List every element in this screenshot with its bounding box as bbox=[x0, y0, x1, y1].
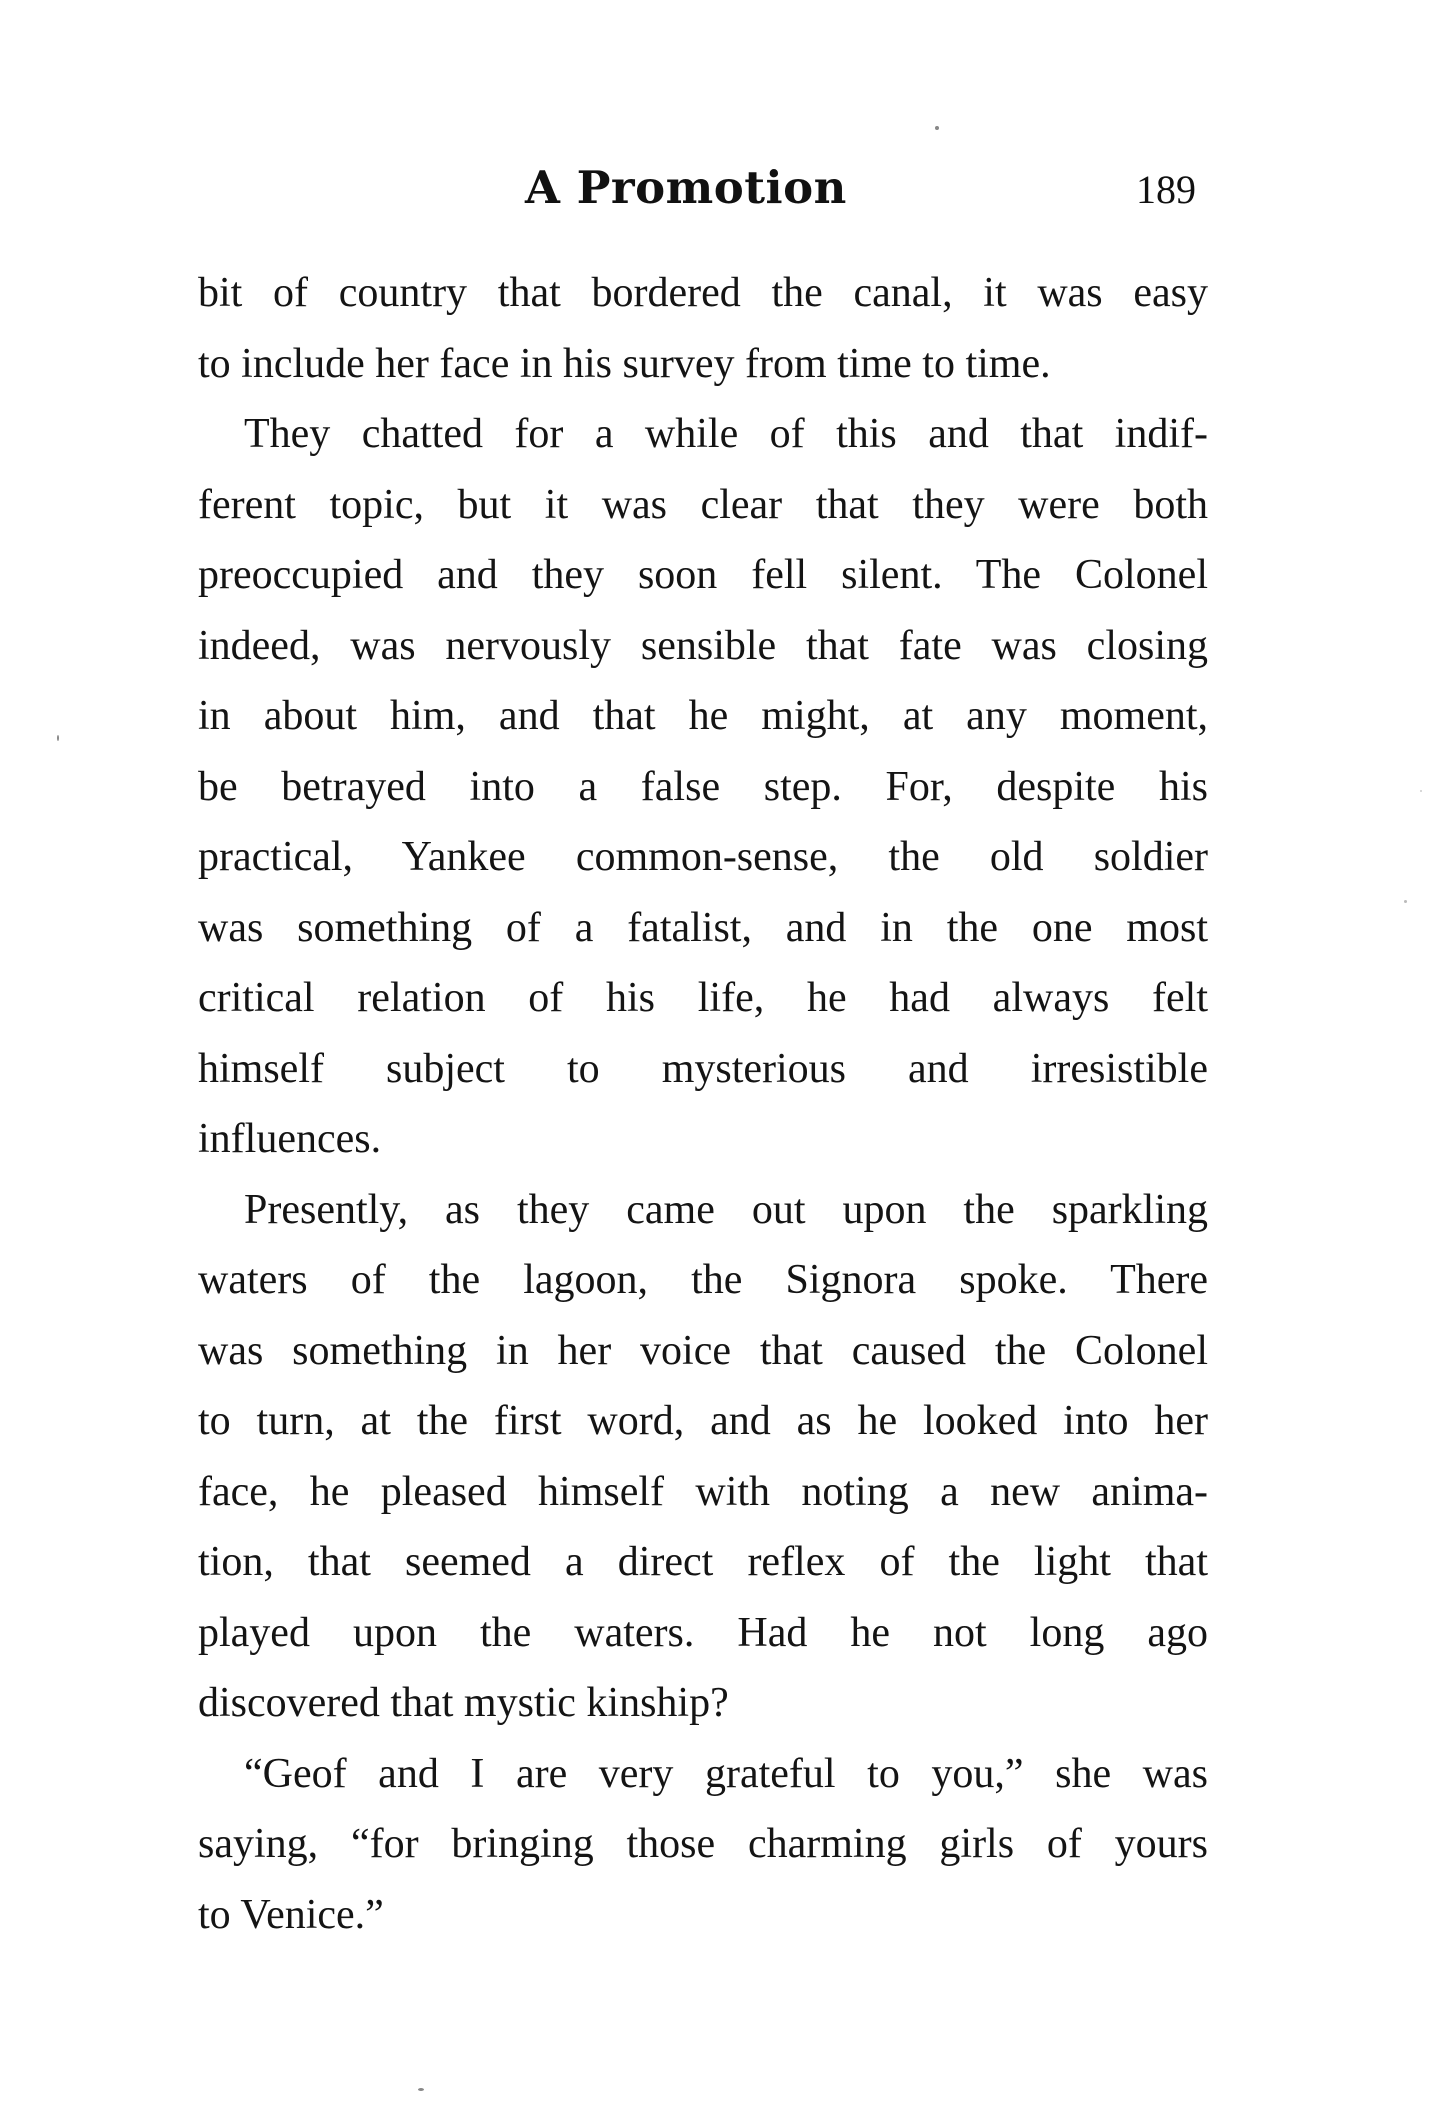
text-line: ferent topic, but it was clear that they were both bbox=[198, 481, 1208, 528]
text-line: to Venice.” bbox=[198, 1891, 384, 1938]
text-line: They chatted for a while of this and that indif- bbox=[244, 411, 1208, 457]
text-line: discovered that mystic kinship? bbox=[198, 1680, 729, 1726]
text-line: bit of country that bordered the canal, it was easy bbox=[198, 270, 1208, 316]
scan-speck bbox=[57, 735, 59, 741]
scan-speck bbox=[418, 2088, 424, 2091]
text-line: waters of the lagoon, the Signora spoke. There bbox=[198, 1257, 1208, 1303]
text-line: played upon the waters. Had he not long ago bbox=[198, 1609, 1208, 1656]
text-line: Presently, as they came out upon the sparkling bbox=[244, 1186, 1208, 1233]
scan-speck bbox=[1420, 790, 1422, 792]
text-line: “Geof and I are very grateful to you,” she was bbox=[244, 1750, 1208, 1797]
text-line: be betrayed into a false step. For, despite his bbox=[198, 763, 1208, 810]
text-line: influences. bbox=[198, 1116, 382, 1162]
text-line: preoccupied and they soon fell silent. The Colonel bbox=[198, 552, 1208, 598]
text-line: tion, that seemed a direct reflex of the light that bbox=[198, 1539, 1208, 1585]
running-title: A Promotion bbox=[525, 161, 847, 214]
text-line: was something of a fatalist, and in the one most bbox=[198, 904, 1208, 951]
text-line: was something in her voice that caused the Colonel bbox=[198, 1327, 1208, 1374]
text-line: to include her face in his survey from time to time. bbox=[198, 340, 1051, 387]
scan-speck bbox=[935, 126, 939, 130]
text-line: face, he pleased himself with noting a new anima- bbox=[198, 1468, 1208, 1515]
text-line: indeed, was nervously sensible that fate was closing bbox=[198, 622, 1208, 669]
running-head bbox=[0, 160, 1455, 220]
text-line: saying, “for bringing those charming girls of yours bbox=[198, 1821, 1208, 1867]
text-line: to turn, at the first word, and as he looked into her bbox=[198, 1398, 1208, 1444]
body-text bbox=[198, 258, 1208, 1950]
text-line: himself subject to mysterious and irresistible bbox=[198, 1045, 1208, 1092]
text-line: practical, Yankee common-sense, the old soldier bbox=[198, 834, 1208, 880]
text-line: critical relation of his life, he had always felt bbox=[198, 975, 1208, 1021]
scan-speck bbox=[1404, 900, 1407, 903]
text-line: in about him, and that he might, at any moment, bbox=[198, 693, 1208, 739]
page-number: 189 bbox=[1136, 167, 1196, 212]
